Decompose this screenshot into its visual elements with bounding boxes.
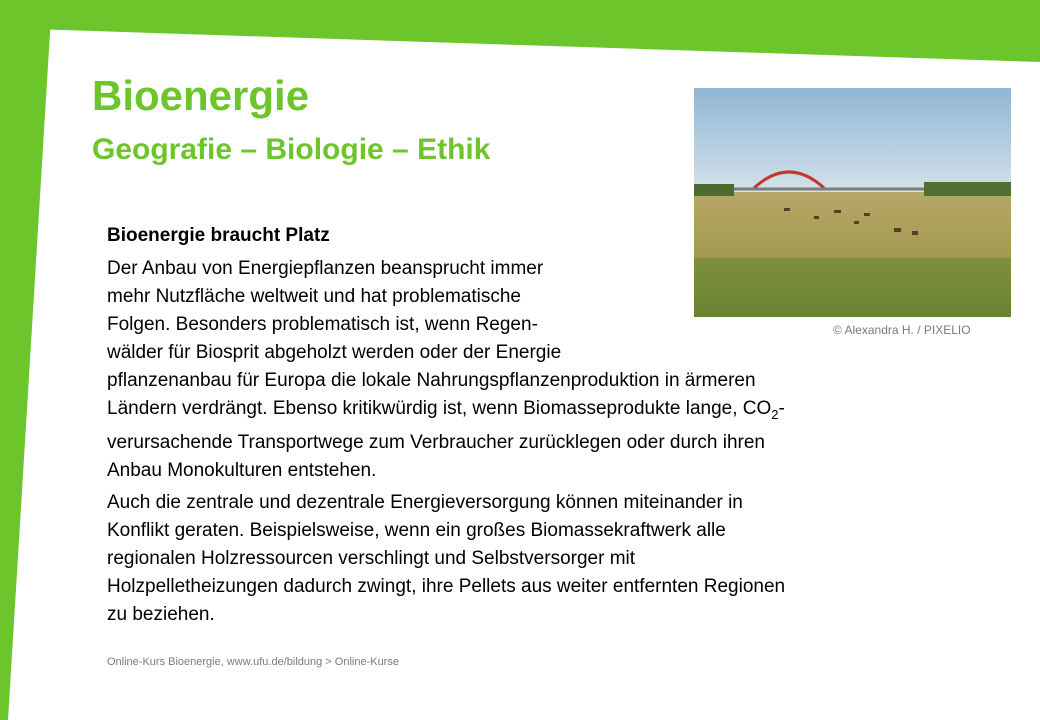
photo-credit: © Alexandra H. / PIXELIO bbox=[833, 323, 971, 337]
co2-hyphen: - bbox=[778, 398, 785, 419]
paragraph-line: pflanzenanbau für Europa die lokale Nahrungspflanzenproduktion in ärmeren bbox=[107, 370, 756, 391]
paragraph-land-use bbox=[107, 255, 785, 485]
footer-source: Online-Kurs Bioenergie, www.ufu.de/bildung > Online-Kurse bbox=[107, 656, 399, 668]
paragraph-line: Konflikt geraten. Beispielsweise, wenn ein großes Biomassekraftwerk alle bbox=[107, 520, 726, 541]
paragraph-energy-supply bbox=[107, 489, 785, 629]
paragraph-line-co2 bbox=[107, 395, 785, 429]
paragraph-line: mehr Nutzfläche weltweit und hat problematische bbox=[107, 286, 521, 307]
paragraph-line: verursachende Transportwege zum Verbraucher zurücklegen oder durch ihren bbox=[107, 431, 765, 453]
paragraph-line: regionalen Holzressourcen verschlingt und Selbstversorger mit bbox=[107, 548, 636, 569]
paragraph-line: Holzpelletheizungen dadurch zwingt, ihre Pellets aus weiter entfernten Regionen bbox=[107, 576, 786, 597]
paragraph-line: Anbau Monokulturen entstehen. bbox=[107, 459, 377, 481]
top-green-band bbox=[0, 0, 1040, 62]
paragraph-line: zu beziehen. bbox=[107, 604, 215, 625]
paragraph-line: Folgen. Besonders problematisch ist, wenn Regen- bbox=[107, 314, 538, 335]
co2-subscript: 2 bbox=[771, 406, 779, 422]
paragraph-line: Der Anbau von Energiepflanzen beansprucht immer bbox=[107, 258, 544, 279]
co2-text: Ländern verdrängt. Ebenso kritikwürdig ist, wenn Biomasseprodukte lange, CO bbox=[107, 398, 772, 419]
page-subtitle: Geografie – Biologie – Ethik bbox=[92, 133, 491, 166]
left-green-band bbox=[0, 0, 52, 720]
paragraph-line: Auch die zentrale und dezentrale Energieversorgung können miteinander in bbox=[107, 492, 743, 513]
page-title: Bioenergie bbox=[92, 72, 310, 119]
paragraph-line: wälder für Biosprit abgeholzt werden oder der Energie bbox=[107, 342, 562, 363]
section-heading: Bioenergie braucht Platz bbox=[107, 225, 330, 246]
